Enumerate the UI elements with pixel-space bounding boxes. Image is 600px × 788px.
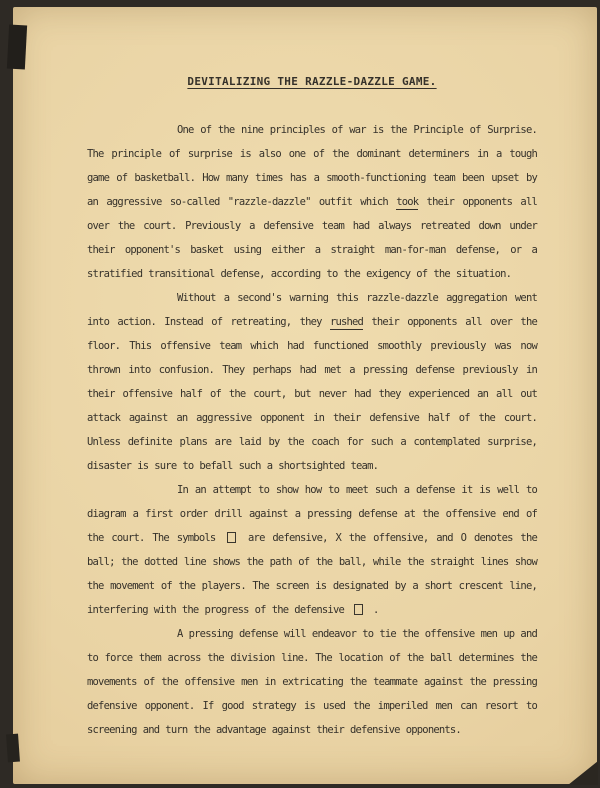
text-run: their opponents all over the court. Previously a defensive team had always retreated down under their opponent's basket using either a straight man-for-man defense, or a stratified transitional defense, according to the exigency of the situation. <box>87 196 537 280</box>
page-title: DEVITALIZING THE RAZZLE-DAZZLE GAME. <box>187 75 437 88</box>
text-run: Without a second's warning this razzle-dazzle aggregation went into action. Instead of retreating, they <box>87 292 537 328</box>
paragraph <box>87 478 537 622</box>
paper-page <box>13 7 597 784</box>
page-corner-curl <box>568 761 598 785</box>
underlined-word: rushed <box>329 316 364 328</box>
underlined-word: took <box>396 196 419 208</box>
defensive-player-square-symbol <box>227 532 236 543</box>
text-run: . <box>367 604 379 616</box>
paragraph <box>87 286 537 478</box>
paragraph <box>87 622 537 742</box>
paragraph <box>87 118 537 286</box>
scanner-mark-top-left <box>7 25 27 70</box>
text-run: their opponents all over the floor. This offensive team which had functioned smoothly previously was now thrown into confusion. They perhaps had met a pressing defense previously in their offensive half of the court, but never had they experienced an all out attack against an aggressive opponent in their defensive half of the court. Unless definite plans are laid by the coach for such a contemplated surprise, disaster is sure to befall such a shortsighted team. <box>87 316 537 472</box>
scanner-mark-bottom-left <box>6 734 20 763</box>
document-body <box>87 118 537 742</box>
defensive-player-square-symbol <box>354 604 363 615</box>
text-run: In an attempt to show how to meet such a defense it is well to diagram a first order drill against a pressing defense at the offensive end of the court. The symbols <box>87 484 537 544</box>
document-text-column <box>87 75 537 742</box>
text-run: One of the nine principles of war is the Principle of Surprise. The principle of surprise is also one of the dominant determiners in a tough game of basketball. How many times has a smooth-functioning team been upset by an aggressive so-called "razzle-dazzle" outfit which <box>87 124 537 208</box>
text-run: A pressing defense will endeavor to tie the offensive men up and to force them across the division line. The location of the ball determines the movements of the offensive men in extricating the teammate against the pressing defensive opponent. If good strategy is used the imperiled men can resort to screening and turn the advantage against their defensive opponents. <box>87 628 537 736</box>
text-run: are defensive, X the offensive, and O denotes the ball; the dotted line shows the path of the ball, while the straight lines show the movement of the players. The screen is designated by a short crescent line, interfering with the progress of the defensive <box>87 532 537 616</box>
